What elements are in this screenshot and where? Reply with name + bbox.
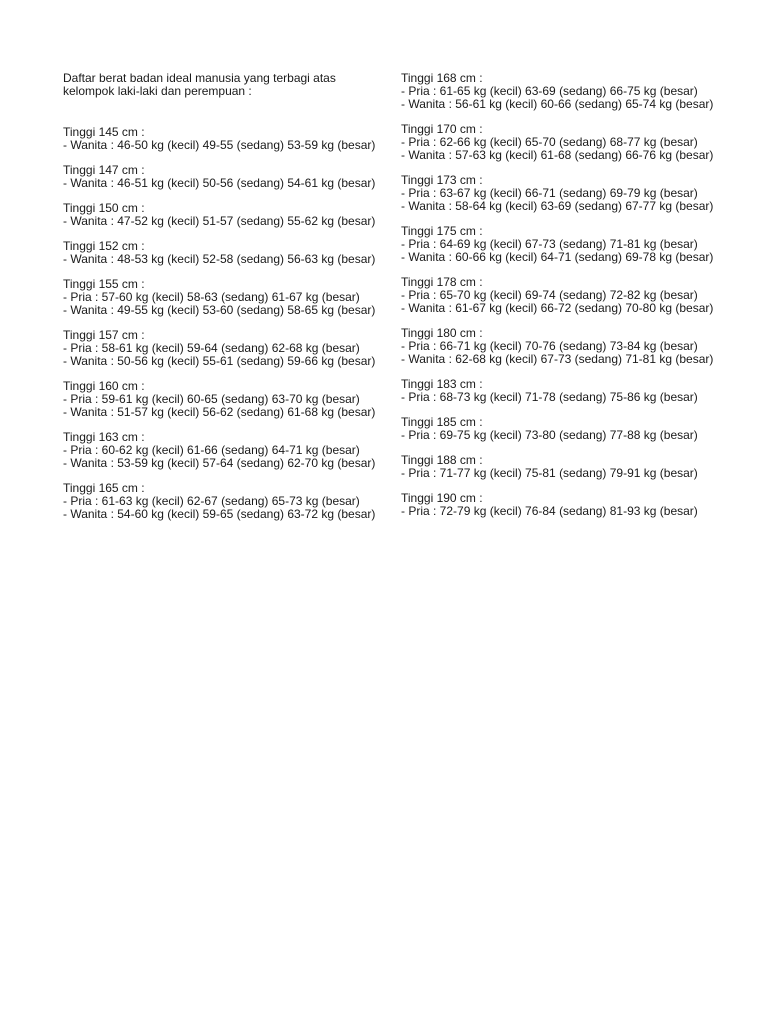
pria-weight-range: - Pria : 60-62 kg (kecil) 61-66 (sedang) 64-71 kg (besar) <box>63 443 360 457</box>
pria-weight-range: - Pria : 63-67 kg (kecil) 66-71 (sedang) 69-79 kg (besar) <box>401 186 698 200</box>
intro-text: Daftar berat badan ideal manusia yang terbagi atas kelompok laki-laki dan perempuan : <box>63 71 336 98</box>
height-label: Tinggi 180 cm : <box>401 326 483 340</box>
pria-weight-range: - Pria : 59-61 kg (kecil) 60-65 (sedang) 63-70 kg (besar) <box>63 392 360 406</box>
height-entry <box>63 202 381 228</box>
right-entry-list <box>401 72 719 518</box>
wanita-weight-range: - Wanita : 47-52 kg (kecil) 51-57 (sedang) 55-62 kg (besar) <box>63 214 376 228</box>
right-column <box>401 72 719 530</box>
height-entry <box>401 225 719 264</box>
height-label: Tinggi 157 cm : <box>63 328 145 342</box>
wanita-weight-range: - Wanita : 50-56 kg (kecil) 55-61 (sedang) 59-66 kg (besar) <box>63 354 376 368</box>
wanita-weight-range: - Wanita : 53-59 kg (kecil) 57-64 (sedang) 62-70 kg (besar) <box>63 456 376 470</box>
left-column <box>63 72 381 533</box>
height-label: Tinggi 152 cm : <box>63 239 145 253</box>
left-entry-list <box>63 126 381 521</box>
height-label: Tinggi 163 cm : <box>63 430 145 444</box>
height-label: Tinggi 173 cm : <box>401 173 483 187</box>
height-entry <box>401 174 719 213</box>
wanita-weight-range: - Wanita : 51-57 kg (kecil) 56-62 (sedang) 61-68 kg (besar) <box>63 405 376 419</box>
wanita-weight-range: - Wanita : 58-64 kg (kecil) 63-69 (sedang) 67-77 kg (besar) <box>401 199 714 213</box>
height-entry <box>401 327 719 366</box>
height-label: Tinggi 170 cm : <box>401 122 483 136</box>
height-label: Tinggi 147 cm : <box>63 163 145 177</box>
height-entry <box>63 431 381 470</box>
wanita-weight-range: - Wanita : 46-51 kg (kecil) 50-56 (sedang) 54-61 kg (besar) <box>63 176 376 190</box>
height-label: Tinggi 150 cm : <box>63 201 145 215</box>
height-label: Tinggi 188 cm : <box>401 453 483 467</box>
height-label: Tinggi 160 cm : <box>63 379 145 393</box>
wanita-weight-range: - Wanita : 62-68 kg (kecil) 67-73 (sedang) 71-81 kg (besar) <box>401 352 714 366</box>
pria-weight-range: - Pria : 72-79 kg (kecil) 76-84 (sedang) 81-93 kg (besar) <box>401 504 698 518</box>
height-entry <box>63 126 381 152</box>
height-label: Tinggi 145 cm : <box>63 125 145 139</box>
pria-weight-range: - Pria : 61-65 kg (kecil) 63-69 (sedang) 66-75 kg (besar) <box>401 84 698 98</box>
pria-weight-range: - Pria : 57-60 kg (kecil) 58-63 (sedang) 61-67 kg (besar) <box>63 290 360 304</box>
height-entry <box>401 378 719 404</box>
height-entry <box>401 123 719 162</box>
height-label: Tinggi 190 cm : <box>401 491 483 505</box>
height-entry <box>63 380 381 419</box>
pria-weight-range: - Pria : 71-77 kg (kecil) 75-81 (sedang) 79-91 kg (besar) <box>401 466 698 480</box>
wanita-weight-range: - Wanita : 46-50 kg (kecil) 49-55 (sedang) 53-59 kg (besar) <box>63 138 376 152</box>
height-label: Tinggi 175 cm : <box>401 224 483 238</box>
pria-weight-range: - Pria : 61-63 kg (kecil) 62-67 (sedang) 65-73 kg (besar) <box>63 494 360 508</box>
height-entry <box>401 416 719 442</box>
wanita-weight-range: - Wanita : 48-53 kg (kecil) 52-58 (sedang) 56-63 kg (besar) <box>63 252 376 266</box>
wanita-weight-range: - Wanita : 57-63 kg (kecil) 61-68 (sedang) 66-76 kg (besar) <box>401 148 714 162</box>
height-label: Tinggi 185 cm : <box>401 415 483 429</box>
pria-weight-range: - Pria : 65-70 kg (kecil) 69-74 (sedang) 72-82 kg (besar) <box>401 288 698 302</box>
height-label: Tinggi 178 cm : <box>401 275 483 289</box>
pria-weight-range: - Pria : 66-71 kg (kecil) 70-76 (sedang) 73-84 kg (besar) <box>401 339 698 353</box>
height-entry <box>63 482 381 521</box>
pria-weight-range: - Pria : 58-61 kg (kecil) 59-64 (sedang) 62-68 kg (besar) <box>63 341 360 355</box>
height-label: Tinggi 165 cm : <box>63 481 145 495</box>
height-entry <box>401 454 719 480</box>
height-entry <box>401 276 719 315</box>
pria-weight-range: - Pria : 69-75 kg (kecil) 73-80 (sedang) 77-88 kg (besar) <box>401 428 698 442</box>
height-entry <box>401 72 719 111</box>
height-entry <box>63 278 381 317</box>
height-entry <box>63 240 381 266</box>
height-entry <box>63 329 381 368</box>
wanita-weight-range: - Wanita : 61-67 kg (kecil) 66-72 (sedang) 70-80 kg (besar) <box>401 301 714 315</box>
wanita-weight-range: - Wanita : 54-60 kg (kecil) 59-65 (sedang) 63-72 kg (besar) <box>63 507 376 521</box>
height-label: Tinggi 155 cm : <box>63 277 145 291</box>
pria-weight-range: - Pria : 64-69 kg (kecil) 67-73 (sedang) 71-81 kg (besar) <box>401 237 698 251</box>
height-label: Tinggi 183 cm : <box>401 377 483 391</box>
height-entry <box>401 492 719 518</box>
height-label: Tinggi 168 cm : <box>401 71 483 85</box>
wanita-weight-range: - Wanita : 56-61 kg (kecil) 60-66 (sedang) 65-74 kg (besar) <box>401 97 714 111</box>
pria-weight-range: - Pria : 62-66 kg (kecil) 65-70 (sedang) 68-77 kg (besar) <box>401 135 698 149</box>
wanita-weight-range: - Wanita : 49-55 kg (kecil) 53-60 (sedang) 58-65 kg (besar) <box>63 303 376 317</box>
wanita-weight-range: - Wanita : 60-66 kg (kecil) 64-71 (sedang) 69-78 kg (besar) <box>401 250 714 264</box>
pria-weight-range: - Pria : 68-73 kg (kecil) 71-78 (sedang) 75-86 kg (besar) <box>401 390 698 404</box>
height-entry <box>63 164 381 190</box>
